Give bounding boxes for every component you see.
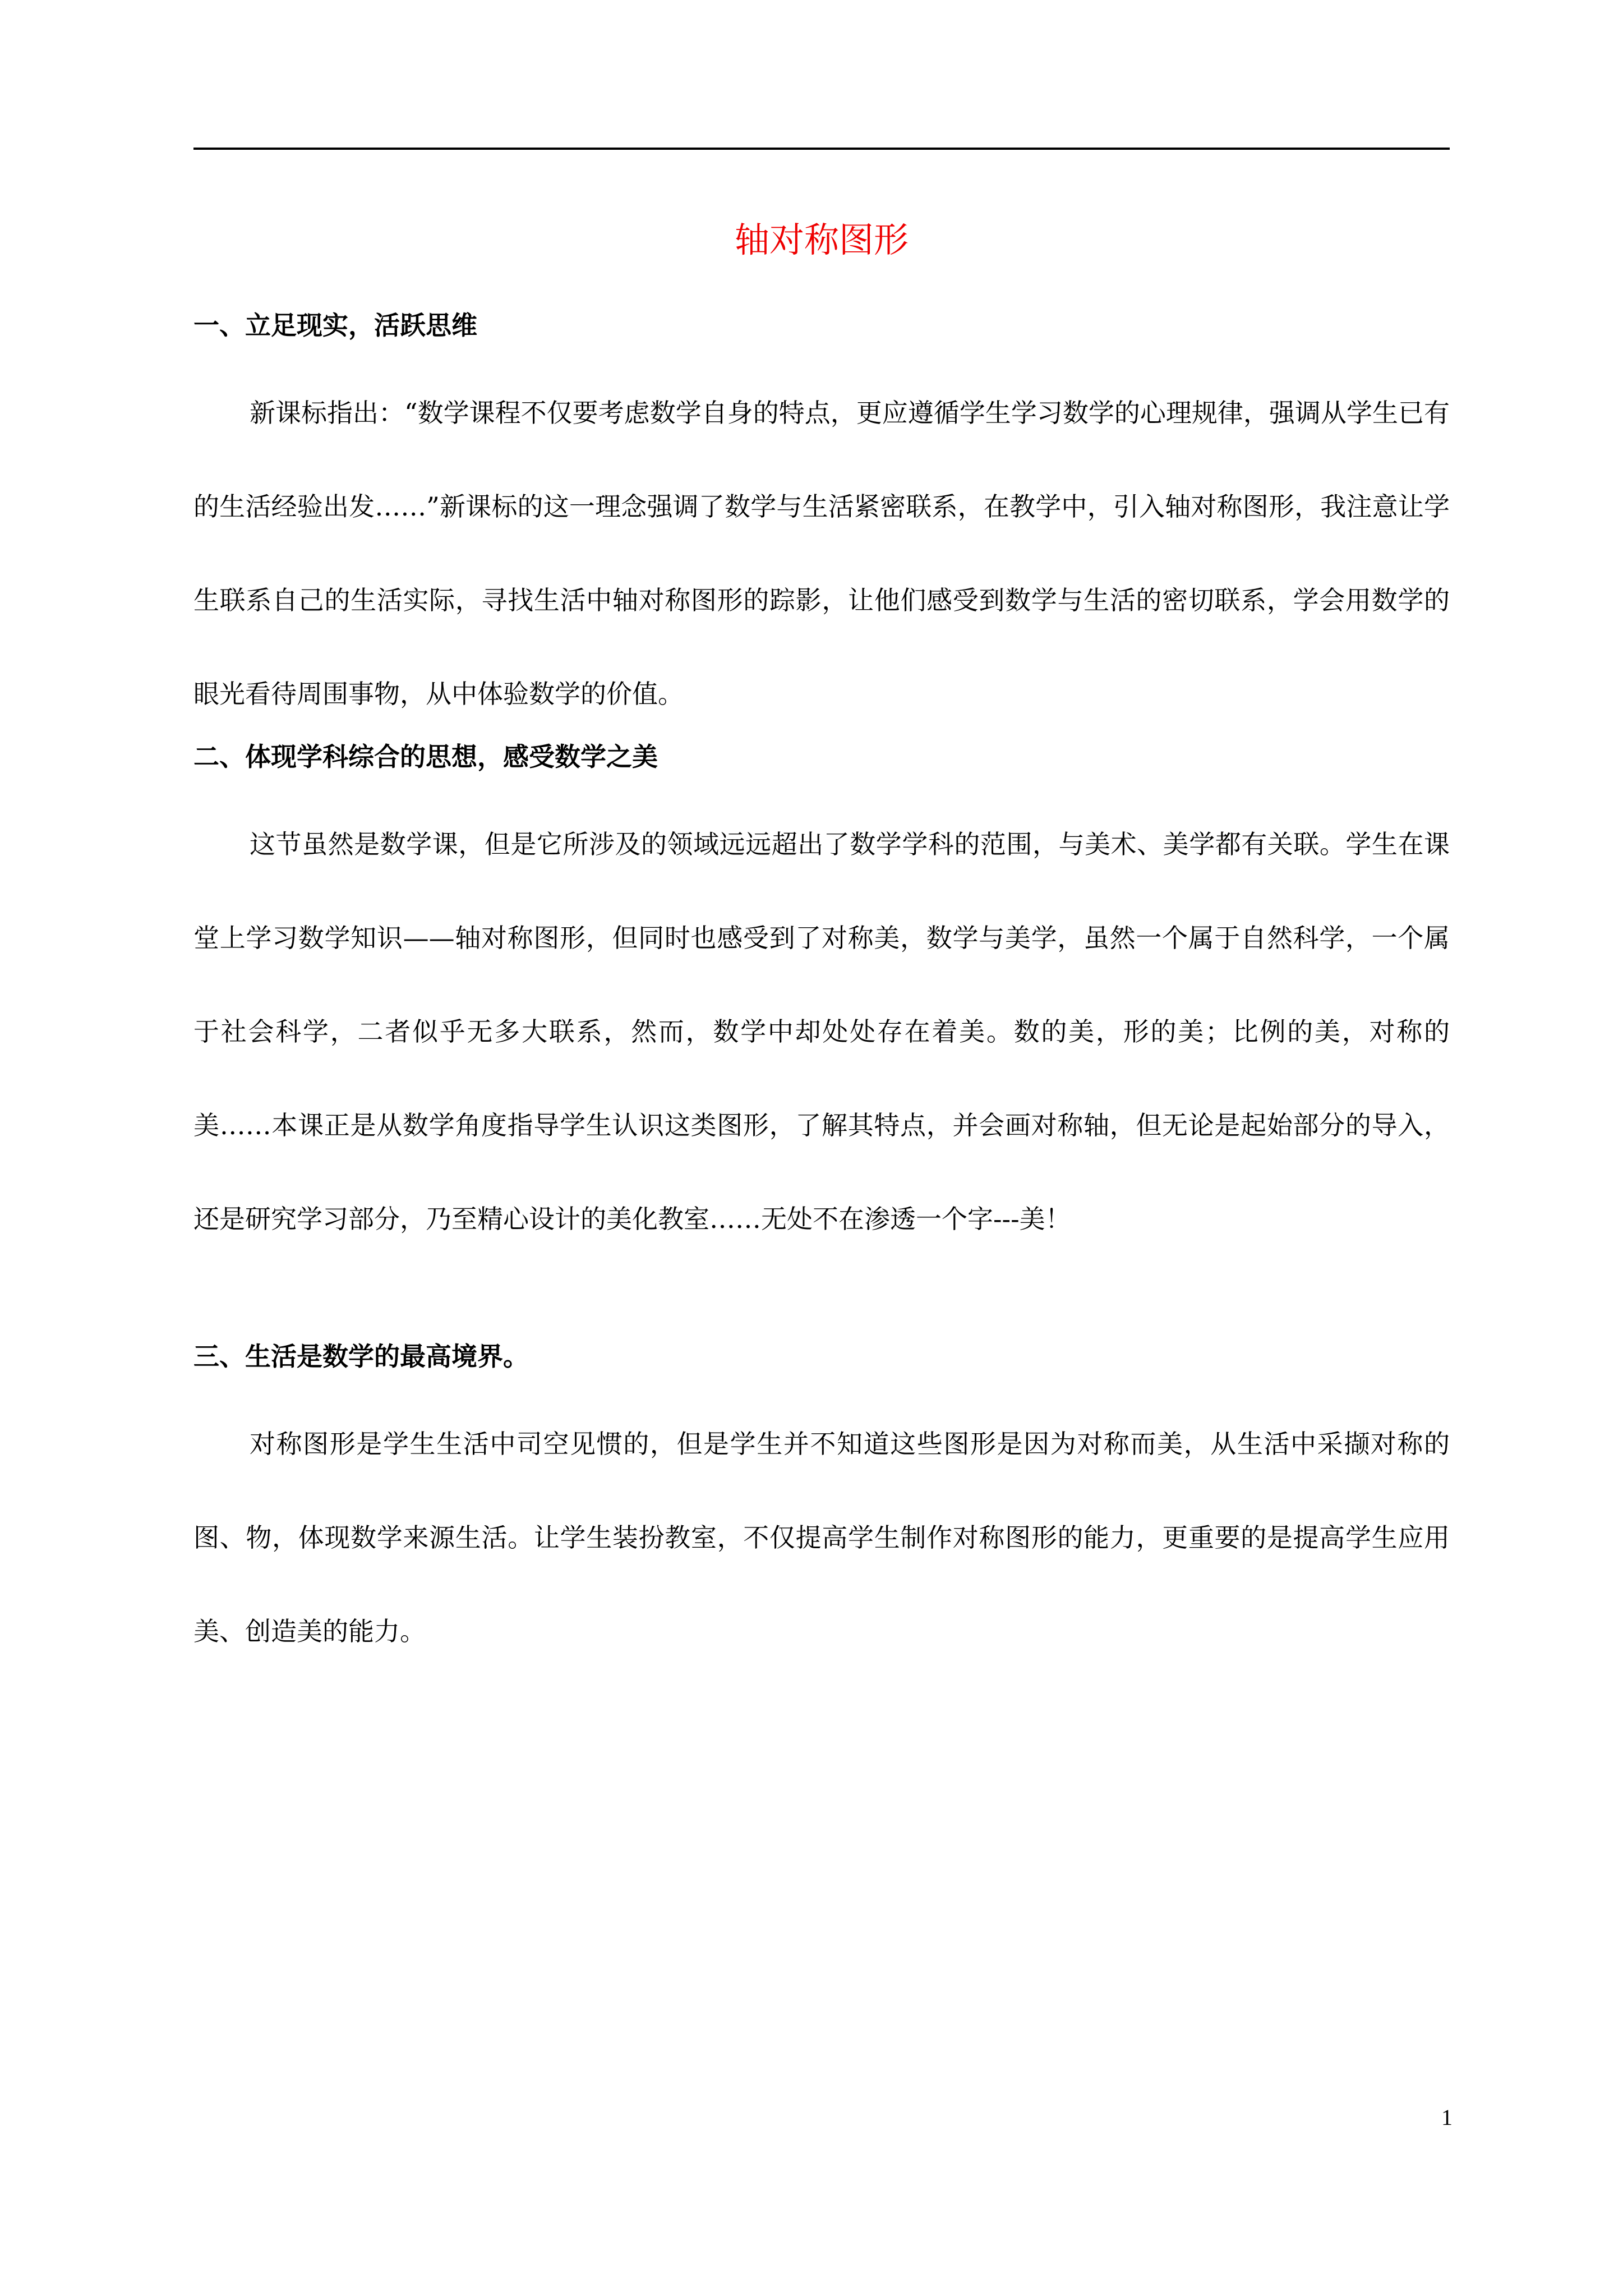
section-heading-1: 一、立足现实，活跃思维 [193, 310, 477, 341]
page-number: 1 [1441, 2105, 1453, 2130]
section-paragraph-2: 这节虽然是数学课，但是它所涉及的领域远远超出了数学学科的范围，与美术、美学都有关联。学生在课堂上学习数学知识——轴对称图形，但同时也感受到了对称美，数学与美学，虽然一个属于自然科学，一个属于社会科学，二者似乎无多大联系，然而，数学中却处处存在着美。数的美，形的美；比例的美，对称的美……本课正是从数学角度指导学生认识这类图形，了解其特点，并会画对称轴，但无论是起始部分的导入，还是研究学习部分，乃至精心设计的美化教室……无处不在渗透一个字---美！ [193, 829, 1450, 1234]
section-heading-3: 三、生活是数学的最高境界。 [193, 1341, 529, 1372]
document-title: 轴对称图形 [734, 219, 909, 260]
section-paragraph-3: 对称图形是学生生活中司空见惯的，但是学生并不知道这些图形是因为对称而美，从生活中采撷对称的图、物，体现数学来源生活。让学生装扮教室，不仅提高学生制作对称图形的能力，更重要的是提高学生应用美、创造美的能力。 [193, 1429, 1450, 1646]
header-rule [193, 148, 1450, 150]
section-heading-2: 二、体现学科综合的思想，感受数学之美 [193, 742, 658, 772]
section-paragraph-1: 新课标指出：“数学课程不仅要考虑数学自身的特点，更应遵循学生学习数学的心理规律，强调从学生已有的生活经验出发……”新课标的这一理念强调了数学与生活紧密联系，在教学中，引入轴对称图形，我注意让学生联系自己的生活实际，寻找生活中轴对称图形的踪影，让他们感受到数学与生活的密切联系，学会用数学的眼光看待周围事物，从中体验数学的价值。 [193, 398, 1450, 709]
